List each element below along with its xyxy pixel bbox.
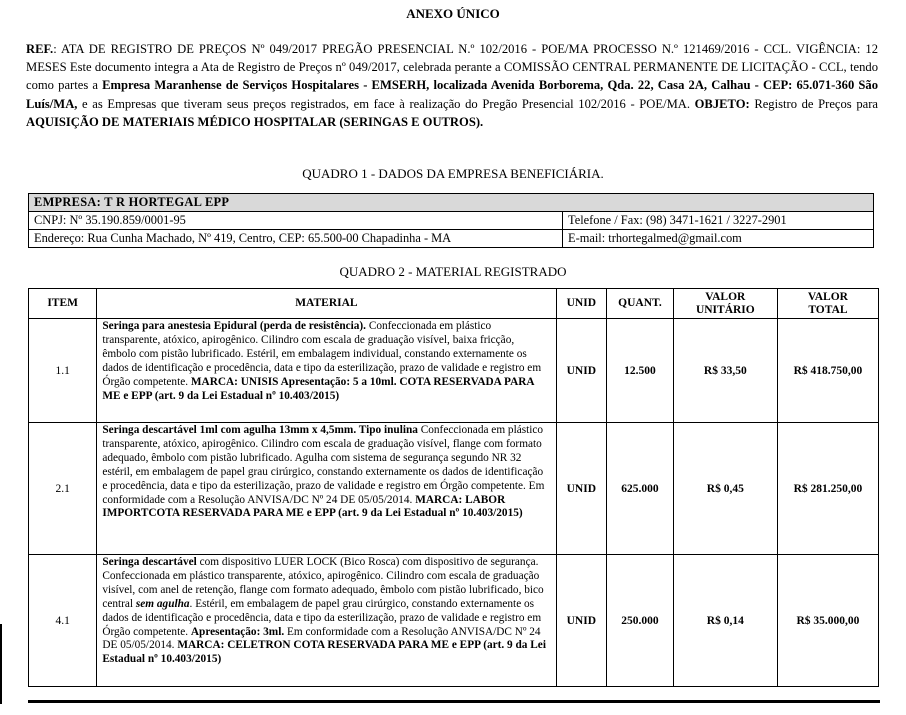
row-item: 2.1	[29, 423, 97, 555]
company-phone: Telefone / Fax: (98) 3471-1621 / 3227-2901	[563, 212, 874, 230]
material-brand: MARCA: UNISIS Apresentação: 5 a 10ml. COTA RESERVADA PARA ME e EPP (art. 9 da Lei Estadual nº 10.403/2015)	[102, 375, 534, 402]
row-valor-total: R$ 418.750,00	[777, 319, 878, 423]
company-row-name	[29, 194, 874, 212]
material-description-3: Em conformidade com a Resolução ANVISA/DC Nº 24 DE 05/05/2014.	[102, 625, 541, 652]
material-description-2: . Estéril, em embalagem de papel grau cirúrgico, constando externamente os dados de identificação e procedência, data e tipo da esterilização, prazo de validade e registro em Órgão competente.	[102, 597, 542, 638]
row-valor-unitario: R$ 0,45	[673, 423, 777, 555]
row-valor-unitario: R$ 33,50	[673, 319, 777, 423]
header-valor-total-line1: VALOR	[807, 290, 848, 303]
header-item: ITEM	[29, 289, 97, 319]
company-row-2	[29, 230, 874, 248]
material-name: Seringa descartável 1ml com agulha 13mm x 4,5mm. Tipo inulina	[102, 424, 418, 436]
document-title: ANEXO ÚNICO	[406, 6, 500, 21]
quadro1-title: QUADRO 1 - DADOS DA EMPRESA BENEFICIÁRIA.	[302, 166, 604, 181]
company-cnpj: CNPJ: Nº 35.190.859/0001-95	[29, 212, 563, 230]
material-no-needle: sem agulha	[135, 597, 190, 610]
header-valor-unitario-line2: UNITÁRIO	[695, 303, 755, 316]
material-header-row	[29, 289, 879, 319]
intro-text-3: Registro de Preços para	[749, 96, 878, 111]
row-valor-unitario: R$ 0,14	[673, 555, 777, 687]
material-table	[28, 288, 879, 687]
header-unid: UNID	[556, 289, 607, 319]
row-material	[97, 423, 556, 555]
row-item: 4.1	[29, 555, 97, 687]
row-material	[97, 319, 556, 423]
company-row-1	[29, 212, 874, 230]
intro-text-2: e as Empresas que tiveram seus preços registrados, em face à realização do Pregão Presencial 102/2016 - POE/MA.	[77, 96, 695, 111]
table-row	[29, 319, 879, 423]
material-presentation: Apresentação: 3ml.	[190, 625, 285, 638]
ref-label: REF.	[26, 42, 54, 56]
table-row	[29, 423, 879, 555]
intro-bold-1: Empresa Maranhense de Serviços Hospitalares - EMSERH, localizada Avenida Borborema, Qda. 22, Casa 2A, Calhau - CEP: 65.071-360 São Luís/MA,	[26, 78, 879, 111]
material-description: Confeccionada em plástico transparente, atóxico, apirogênico. Cilindro com escala de graduação visível, baixa fricção, êmbolo com pistão lubrificado. Estéril, em embalagem individual, constando externamente os dados de identificação e procedência, data e tipo da esterilização, prazo de validade e registro em Órgão competente.	[102, 320, 542, 388]
material-description: com dispositivo LUER LOCK (Bico Rosca) com dispositivo de segurança. Confeccionada em plástico transparente, atóxico, apirogênico. Cilindro com escala de graduação visível, com anel de retenção, flange com formato adequado, êmbolo com pistão lubrificado, bico central	[102, 556, 544, 610]
material-name: Seringa para anestesia Epidural (perda de resistência).	[102, 320, 367, 332]
objeto-label: OBJETO:	[694, 96, 750, 111]
company-email: E-mail: trhortegalmed@gmail.com	[563, 230, 874, 248]
row-material	[97, 555, 556, 687]
row-quant: 12.500	[607, 319, 674, 423]
row-unid: UNID	[556, 319, 607, 423]
material-name: Seringa descartável	[102, 556, 197, 568]
material-brand: MARCA: LABOR IMPORTCOTA RESERVADA PARA ME e EPP (art. 9 da Lei Estadual nº 10.403/2015)	[102, 493, 523, 520]
intro-bold-2: AQUISIÇÃO DE MATERIAIS MÉDICO HOSPITALAR (SERINGAS E OUTROS).	[26, 114, 484, 129]
company-name: EMPRESA: T R HORTEGAL EPP	[29, 194, 874, 212]
intro-text-1: : ATA DE REGISTRO DE PREÇOS Nº 049/2017 PREGÃO PRESENCIAL N.º 102/2016 - POE/MA PROCESSO N.º 121469/2016 - CCL. VIGÊNCIA: 12 MESES Este documento integra a Ata de Registro de Preços nº 049/2017, celebrada perante a COMISSÃO CENTRAL PERMANENTE DE LICITAÇÃO - CCL, tendo como partes a	[26, 42, 878, 93]
intro-paragraph	[26, 40, 878, 131]
row-valor-total: R$ 35.000,00	[777, 555, 878, 687]
header-valor-unitario	[673, 289, 777, 319]
quadro2-title: QUADRO 2 - MATERIAL REGISTRADO	[339, 264, 567, 279]
row-valor-total: R$ 281.250,00	[777, 423, 878, 555]
material-description: Confeccionada em plástico transparente, atóxico, apirogênico. Cilindro com escala de graduação visível, flange com formato adequado, êmbolo com pistão lubrificado. Agulha com sistema de segurança segundo NR 32 estéril, em embalagem de papel grau cirúrgico, constando externamente os dados de identificação e procedência, data e tipo da esterilização, prazo de validade e registro em Órgão competente. Em conformidade com a Resolução ANVISA/DC Nº 24 DE 05/05/2014.	[102, 424, 545, 506]
header-valor-total-line2: TOTAL	[808, 303, 848, 316]
row-quant: 625.000	[607, 423, 674, 555]
header-valor-total	[777, 289, 878, 319]
row-unid: UNID	[556, 555, 607, 687]
material-brand: MARCA: CELETRON COTA RESERVADA PARA ME e EPP (art. 9 da Lei Estadual nº 10.403/2015)	[102, 639, 546, 666]
header-valor-unitario-line1: VALOR	[705, 290, 746, 303]
row-item: 1.1	[29, 319, 97, 423]
header-material: MATERIAL	[97, 289, 556, 319]
row-quant: 250.000	[607, 555, 674, 687]
left-margin-mark	[0, 624, 2, 704]
table-row	[29, 555, 879, 687]
row-unid: UNID	[556, 423, 607, 555]
company-address: Endereço: Rua Cunha Machado, Nº 419, Centro, CEP: 65.500-00 Chapadinha - MA	[29, 230, 563, 248]
bottom-divider	[28, 700, 880, 703]
company-table	[28, 193, 874, 248]
header-quant: QUANT.	[607, 289, 674, 319]
